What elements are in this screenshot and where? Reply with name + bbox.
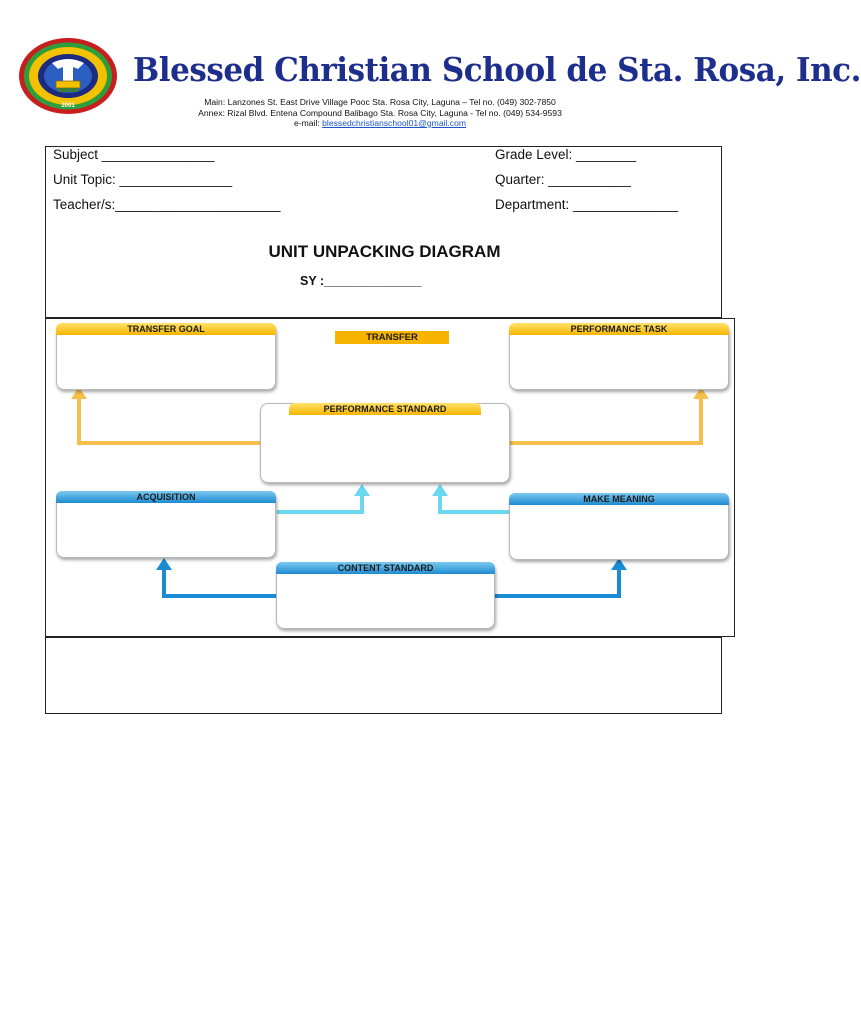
- subject-field[interactable]: Subject _______________: [53, 147, 215, 162]
- performance-standard-header: PERFORMANCE STANDARD: [289, 403, 481, 415]
- content-standard-header: CONTENT STANDARD: [276, 562, 495, 574]
- make-meaning-box[interactable]: [509, 493, 729, 560]
- acquisition-header: ACQUISITION: [56, 491, 276, 503]
- unit-unpacking-diagram: [45, 318, 735, 637]
- address-main: Main: Lanzones St. East Drive Village Pooc Sta. Rosa City, Laguna – Tel no. (049) 302-7850: [204, 97, 556, 107]
- address-annex: Annex: Rizal Blvd. Entena Compound Balibago Sta. Rosa City, Laguna - Tel no. (049) 534-9593: [198, 108, 562, 118]
- diagram-title: UNIT UNPACKING DIAGRAM: [268, 242, 501, 261]
- transfer-label: TRANSFER: [335, 331, 449, 344]
- school-seal-logo: [18, 37, 118, 115]
- unit-topic-field[interactable]: Unit Topic: _______________: [53, 172, 233, 187]
- grade-level-field[interactable]: Grade Level: ________: [495, 147, 637, 162]
- transfer-goal-box[interactable]: [56, 323, 276, 390]
- seal-year: 2001: [61, 103, 75, 109]
- make-meaning-header: MAKE MEANING: [509, 493, 729, 505]
- performance-task-header: PERFORMANCE TASK: [509, 323, 729, 335]
- notes-box[interactable]: [45, 637, 722, 714]
- transfer-goal-header: TRANSFER GOAL: [56, 323, 276, 335]
- arrow-acquisition-to-performance-standard: [354, 484, 370, 496]
- department-field[interactable]: Department: ______________: [495, 197, 679, 212]
- quarter-field[interactable]: Quarter: ___________: [495, 172, 631, 187]
- performance-standard-box[interactable]: [260, 403, 510, 483]
- email-line: [110, 118, 650, 128]
- school-year-field[interactable]: SY :______________: [300, 274, 422, 288]
- performance-task-box[interactable]: [509, 323, 729, 390]
- unit-info-box: [45, 146, 722, 318]
- teachers-field[interactable]: Teacher/s:______________________: [53, 197, 281, 212]
- arrow-make-meaning-to-performance-standard: [432, 484, 448, 496]
- school-name: Blessed Christian School de Sta. Rosa, Inc.: [133, 50, 861, 89]
- email-link[interactable]: blessedchristianschool01@gmail.com: [322, 118, 467, 128]
- arrow-content-to-acquisition: [156, 558, 172, 570]
- acquisition-box[interactable]: [56, 491, 276, 558]
- content-standard-box[interactable]: [276, 562, 495, 629]
- email-label: e-mail:: [293, 118, 323, 128]
